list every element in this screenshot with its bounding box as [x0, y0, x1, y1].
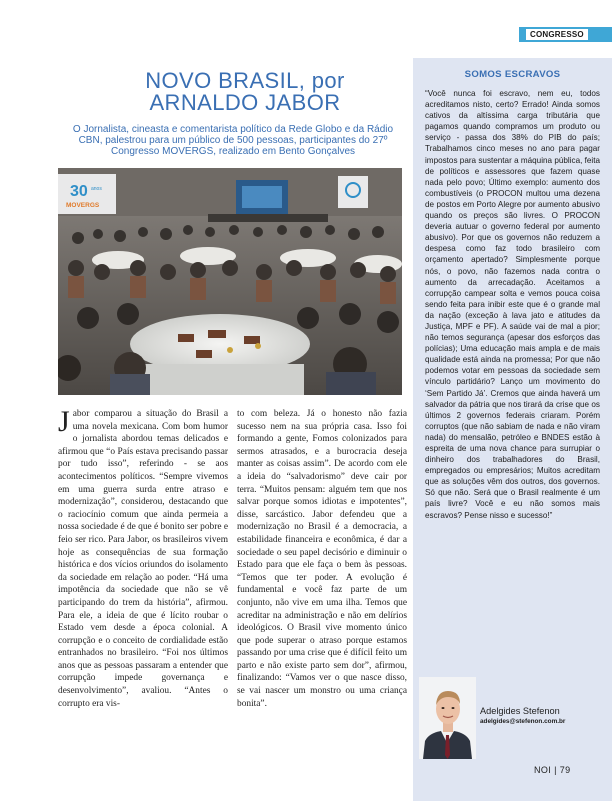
article-column-1-text: abor comparou a situação do Brasil a uma novela mexicana. Com bom humor o jornalista abordou temas delicados e afirmou que “o País estava precisando passar por tudo isso”, referindo - se aos acontecimentos políticos. “Sempre vivemos em uma guerra surda entre atraso e modernização”, considerou, destacando que o raciocínio comum que ainda permeia a nossa sociedade é de que é bonito ser pobre e feio ser rico. Para Jabor, os brasileiros vivem hoje as consequências de sua formação histórica e dos vícios oriundos do isolamento da sociedade em relação ao poder. “Há uma impotência da sociedade que não se vê participando do trem da história”, afirmou. Para ele, a ideia de que é lícito roubar o Estado vem desde a época colonial. A corrupção e o conceito de cordialidade estão entranhados no brasileiro. “Foi nos últimos anos que as pessoas passaram a entender que corrupção impede governança e desenvolvimento”, avaliou. “Antes o corrupto era vis-: [58, 409, 228, 709]
author-portrait: [419, 677, 476, 759]
author-avatar: [419, 677, 476, 759]
right-screen: [338, 176, 368, 208]
photo-logo-number: 30: [70, 183, 88, 200]
headline-line-1: NOVO BRASIL, por: [145, 68, 345, 93]
sidebar-title: SOMOS ESCRAVOS: [464, 69, 561, 80]
drop-cap: J: [58, 405, 70, 438]
sidebar-text: “Você nunca foi escravo, nem eu, todos acreditamos nisto, certo? Errado! Ainda somos cativos da altíssima carga tributária que pagamos quando compramos um produto ou serviço - passa dos 38% do PIB do país; Trabalhamos cinco meses no ano para pagar impostos para sustentar a máquina pública, feita de políticos e assessores que fazem quase nada pelo povo; Último exemplo: aumento dos combustíveis (o PROCON multou uma dezena de postos em Porto Alegre por aumento abusivo quando os preços são livres. O PROCON deveria autuar o governo federal por aumento abusivo). Por que os governos não reduzem a despesa como faz todo brasileiro com orçamento apertado? Simplesmente porque nós, o povo, não fazemos nada contra o aumento da arrecadação. Aceitamos a corrupção campear solta e vemos pouca coisa sendo feita para inibir este que é o grande mal da nação (exceção à lava jato e atitudes da Justiça, MPF e PF). A saúde vai de mal a pior; não temos segurança (apesar dos esforços das polícias); Uma educação mais ampla e de mais qualidade está ainda na promessa; Por que não podemos votar em pessoas da sociedade sem vínculo partidário? Lanço um movimento do ‘Sem Partido Já’. Cremos que ainda haverá um salvador da pátria que nos tirará da crise que os últimos 2 governos federais criaram. Porém corruptos (que não sabiam de nada e não viram nada) do mensalão, petróleo e BNDES estão à espreita de uma nova chance para surrupiar o dinheiro dos trabalhadores do Brasil, empregados ou empresários; Muitos acreditam que as soluções vêm dos outros, dos governos. Só que não. Será que o Brasil realmente é um país livre? Você e eu não somos mais escravos? Pense nisso e sucesso!”: [425, 89, 600, 520]
author-name: Adelgides Stefenon: [480, 706, 560, 716]
headline-line-2: ARNALDO JABOR: [149, 90, 341, 115]
photo-logo-text: MOVERGS: [66, 202, 100, 209]
conference-photo: [58, 168, 402, 395]
section-tag: CONGRESSO: [526, 29, 588, 40]
author-email: adelgides@stefenon.com.br: [480, 718, 566, 725]
page-folio: NOI | 79: [534, 765, 571, 775]
conference-photo-illustration: [58, 168, 402, 395]
article-column-1: [58, 405, 228, 710]
photo-logo-suffix: anos: [91, 186, 102, 192]
headline: [78, 70, 412, 114]
article-column-2: to com beleza. Já o honesto não fazia sucesso nem na sua própria casa. Isso foi formando a gente, Fomos colonizados para sermos atrasados, e a burocracia deseja manter as coisas assim”. De acordo com ele a ideia do “salvadorismo” deve cair por terra. “Muitos pensam: alguém tem que nos salvar porque somos idiotas e impotentes”, disse, sarcástico. Jabor defendeu que a modernização no Brasil é a democracia, a estabilidade financeira e econômica, é dar a sociedade o seu papel decisório e diminuir o Estado para que ele faça o bem às pessoas. “Temos que ter poder. A evolução é fundamental e você faz parte de um conjunto, não vive em uma ilha. Temos que acreditar na administração e não em delírios ideológicos. O Brasil vive momento único que pode superar o atraso porque estamos passando por uma crise que é difícil feito um parto e não existe parto sem dor”, afirmou, finalizando: “Vamos ver o que nasce disso, se vai nascer um monstro ou uma criança bonita”.: [237, 409, 407, 709]
deck-subtitle: O Jornalista, cineasta e comentarista político da Rede Globo e da Rádio CBN, palestrou para um público de 500 pessoas, participantes do 27º Congresso MOVERGS, realizado em Bento Gonçalves: [72, 124, 394, 158]
